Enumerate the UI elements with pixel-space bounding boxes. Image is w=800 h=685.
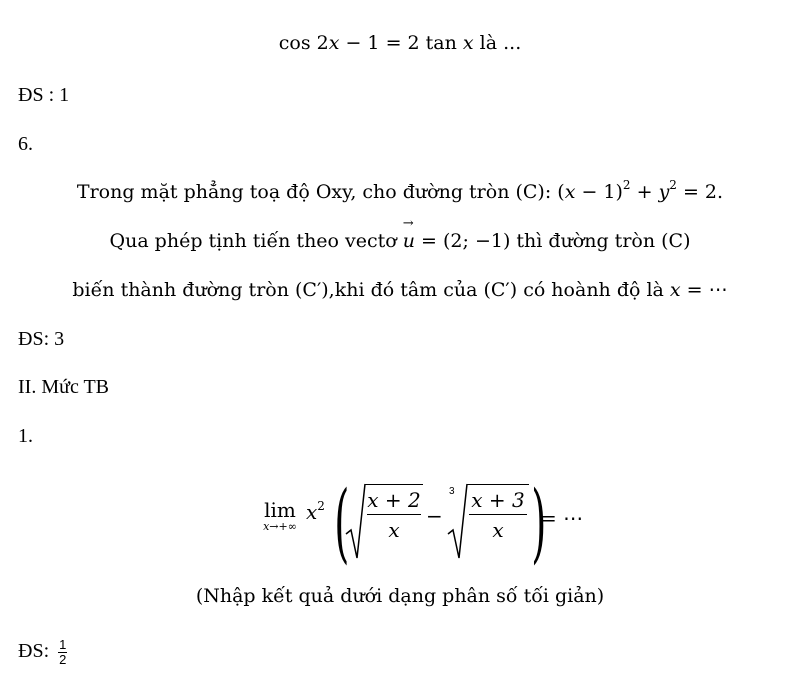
q6-math-plus: + <box>630 181 659 203</box>
fraction-2-numerator: x + 3 <box>471 488 525 512</box>
lim-word: lim <box>264 498 296 522</box>
cube-root-icon <box>447 482 469 562</box>
root-index: 3 <box>449 486 455 497</box>
q1-number: 1. <box>18 425 33 447</box>
answer-q5: ĐS : 1 <box>18 84 70 106</box>
x-squared <box>306 500 325 524</box>
q6-math-minus-one: − 1) <box>575 181 623 203</box>
q5-suffix: là ... <box>473 32 522 54</box>
answer-numerator: 1 <box>59 637 67 652</box>
sqrt-icon <box>345 482 367 562</box>
q6-var-x-result: x <box>669 279 681 301</box>
q5-var-x: x <box>328 32 340 54</box>
q1-instruction: (Nhập kết quả dưới dạng phân số tối giản) <box>195 585 605 607</box>
q6-line3-text: biến thành đường tròn (C′),khi đó tâm của (C′) có hoành độ là <box>72 279 670 301</box>
fraction-1 <box>367 486 421 543</box>
left-paren: ( <box>334 473 350 573</box>
q6-line-3 <box>0 279 800 301</box>
answer-q1 <box>18 638 67 667</box>
answer-q1-label: ĐS: <box>18 640 55 663</box>
q6-line2-text-b: = (2; −1) thì đường tròn (C) <box>415 230 691 252</box>
q5-expr-mid: − 1 = 2 tan <box>339 32 463 54</box>
fraction-1-denominator: x <box>388 518 400 542</box>
limit-expression <box>250 470 600 573</box>
q6-math-open: ( <box>557 181 565 203</box>
q6-line3-end: = ⋯ <box>680 279 728 301</box>
q6-line2-text-a: Qua phép tịnh tiến theo vectơ <box>109 230 403 252</box>
q6-exponent-2: 2 <box>669 178 677 192</box>
q6-var-y: y <box>658 181 670 203</box>
fraction-1-numerator: x + 2 <box>367 488 421 512</box>
vector-u: → u <box>403 230 415 252</box>
answer-q1-fraction <box>58 638 67 667</box>
q6-number: 6. <box>18 133 33 155</box>
limit-operator <box>250 500 310 534</box>
q6-line1-text: Trong mặt phẳng toạ độ Oxy, cho đường tròn (C): <box>76 181 558 203</box>
equals-ellipsis: = ⋯ <box>540 506 584 530</box>
x-exponent: 2 <box>317 499 325 513</box>
x-var: x <box>306 500 318 524</box>
q5-var-x2: x <box>462 32 474 54</box>
minus-sign: − <box>426 504 443 528</box>
q6-line-1 <box>0 178 800 203</box>
q6-exponent-1: 2 <box>622 178 631 192</box>
section-heading: II. Mức TB <box>18 376 110 398</box>
answer-denominator: 2 <box>59 652 67 667</box>
q5-equation-line <box>0 32 800 54</box>
q5-expr-prefix: cos 2 <box>278 32 329 54</box>
q6-math-equals-two: = 2. <box>676 181 724 203</box>
lim-subscript: x→+∞ <box>263 520 297 533</box>
sqrt-overline <box>365 484 423 485</box>
q6-line-2 <box>0 230 800 252</box>
right-paren: ) <box>531 473 547 573</box>
answer-q6: ĐS: 3 <box>18 328 65 350</box>
fraction-2-denominator: x <box>492 518 504 542</box>
fraction-2 <box>469 486 527 543</box>
cube-root-overline <box>467 484 529 485</box>
q6-var-x: x <box>564 181 576 203</box>
